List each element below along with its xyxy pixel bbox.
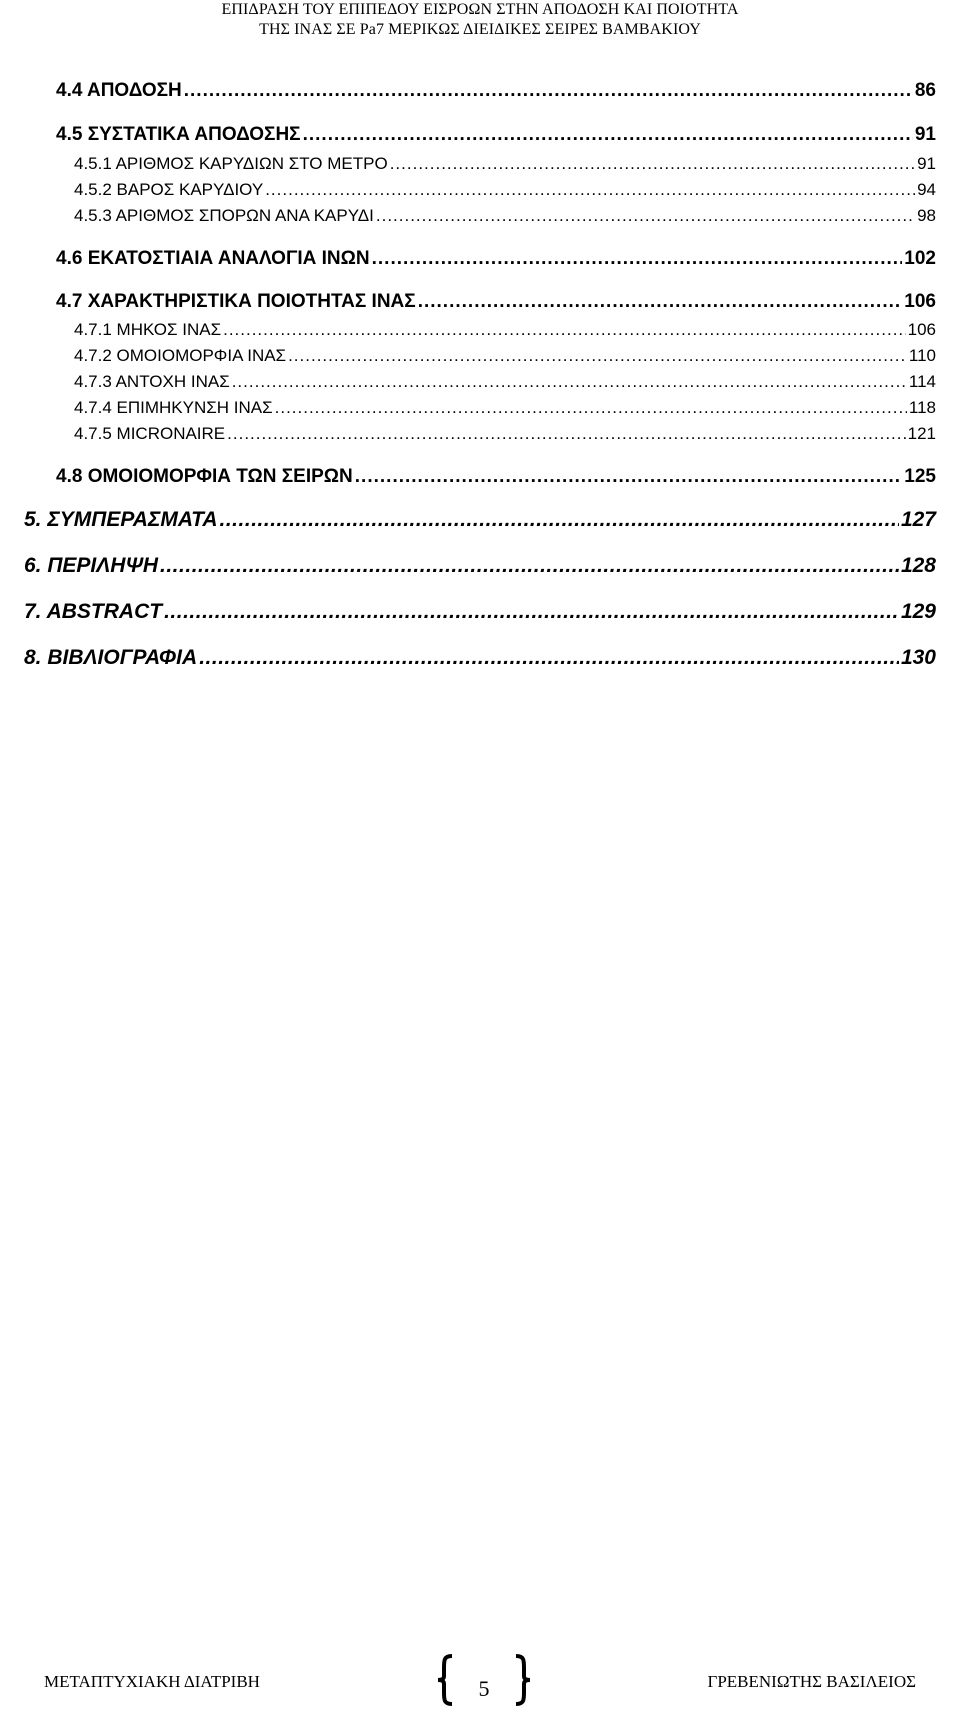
toc-entry-label: 4.6 ΕΚΑΤΟΣΤΙΑΙΑ ΑΝΑΛΟΓΙΑ ΙΝΩΝ [56, 248, 370, 269]
toc-dot-leader [418, 291, 903, 313]
toc-entry-label: 6. ΠΕΡΙΛΗΨΗ [24, 554, 159, 577]
toc-entry-label: 4.7.3 ΑΝΤΟΧΗ ΙΝΑΣ [74, 372, 230, 391]
footer-page-number: 5 [478, 1676, 490, 1701]
toc-entry[interactable] [74, 154, 936, 174]
toc-entry[interactable] [24, 646, 936, 670]
toc-entry[interactable] [74, 346, 936, 366]
toc-entry[interactable] [74, 424, 936, 444]
toc-entry-page: 129 [900, 600, 936, 623]
toc-entry-page: 125 [904, 466, 936, 487]
toc-entry-page: 94 [917, 180, 936, 199]
toc-entry[interactable] [56, 466, 936, 488]
toc-entry-page: 110 [908, 346, 936, 365]
toc-dot-leader [184, 80, 913, 102]
toc-entry-page: 118 [908, 398, 936, 417]
toc-entry-label: 4.5 ΣΥΣΤΑΤΙΚΑ ΑΠΟΔΟΣΗΣ [56, 124, 301, 145]
right-brace-icon [512, 1654, 532, 1706]
toc-entry-page: 128 [900, 554, 936, 577]
footer-thesis-label: ΜΕΤΑΠΤΥΧΙΑΚΗ ΔΙΑΤΡΙΒΗ [44, 1672, 260, 1691]
toc-entry-page: 86 [914, 80, 936, 101]
toc-dot-leader [275, 398, 907, 418]
toc-dot-leader [372, 248, 903, 270]
toc-entry-label: 4.5.2 ΒΑΡΟΣ ΚΑΡΥΔΙΟΥ [74, 180, 264, 199]
toc-dot-leader [376, 206, 915, 226]
running-header [0, 0, 960, 40]
toc-entry-page: 102 [904, 248, 936, 269]
toc-entry-page: 98 [917, 206, 936, 225]
left-brace-icon [436, 1654, 456, 1706]
toc-dot-leader [288, 346, 907, 366]
toc-entry-label: 4.7.2 ΟΜΟΙΟΜΟΡΦΙΑ ΙΝΑΣ [74, 346, 287, 365]
toc-entry-label: 7. ABSTRACT [24, 600, 163, 623]
toc-entry[interactable] [24, 508, 936, 532]
toc-dot-leader [164, 600, 899, 624]
toc-dot-leader [160, 554, 899, 578]
toc-entry[interactable] [24, 554, 936, 578]
toc-entry-page: 130 [900, 646, 936, 669]
toc-entry[interactable] [56, 124, 936, 146]
toc-entry-label: 4.5.3 ΑΡΙΘΜΟΣ ΣΠΟΡΩΝ ΑΝΑ ΚΑΡΥΔΙ [74, 206, 374, 225]
footer-author-name: ΓΡΕΒΕΝΙΩΤΗΣ ΒΑΣΙΛΕΙΟΣ [707, 1672, 916, 1691]
toc-dot-leader [390, 154, 915, 174]
toc-entry-label: 4.4 ΑΠΟΔΟΣΗ [56, 80, 182, 101]
toc-entry-label: 4.5.1 ΑΡΙΘΜΟΣ ΚΑΡΥΔΙΩΝ ΣΤΟ ΜΕΤΡΟ [74, 154, 388, 173]
toc-dot-leader [232, 372, 907, 392]
toc-entry-page: 114 [908, 372, 936, 391]
toc-entry-page: 121 [907, 424, 936, 443]
toc-entry[interactable] [24, 600, 936, 624]
toc-entry[interactable] [74, 372, 936, 392]
toc-entry-page: 91 [914, 124, 936, 145]
toc-entry[interactable] [56, 248, 936, 270]
toc-dot-leader [303, 124, 913, 146]
toc-dot-leader [223, 320, 906, 340]
page-footer [0, 1650, 960, 1710]
toc-entry[interactable] [56, 291, 936, 313]
toc-entry[interactable] [56, 80, 936, 102]
toc-entry-label: 4.8 ΟΜΟΙΟΜΟΡΦΙΑ ΤΩΝ ΣΕΙΡΩΝ [56, 466, 353, 487]
toc-entry-page: 91 [917, 154, 936, 173]
toc-entry[interactable] [74, 398, 936, 418]
toc-entry-label: 5. ΣΥΜΠΕΡΑΣΜΑΤΑ [24, 508, 218, 531]
toc-entry-label: 4.7.1 ΜΗΚΟΣ ΙΝΑΣ [74, 320, 222, 339]
toc-entry-page: 106 [907, 320, 936, 339]
toc-dot-leader [227, 424, 905, 444]
header-line-2: ΤΗΣ ΙΝΑΣ ΣΕ Pa7 ΜΕΡΙΚΩΣ ΔΙΕΙΔΙΚΕΣ ΣΕΙΡΕΣ ΒΑΜΒΑΚΙΟΥ [259, 21, 701, 38]
toc-entry-label: 4.7.4 ΕΠΙΜΗΚΥΝΣΗ ΙΝΑΣ [74, 398, 273, 417]
toc-entry[interactable] [74, 320, 936, 340]
header-line-1: ΕΠΙΔΡΑΣΗ ΤΟΥ ΕΠΙΠΕΔΟΥ ΕΙΣΡΟΩΝ ΣΤΗΝ ΑΠΟΔΟΣΗ ΚΑΙ ΠΟΙΟΤΗΤΑ [221, 1, 739, 18]
toc-entry-label: 8. ΒΙΒΛΙΟΓΡΑΦΙΑ [24, 646, 198, 669]
toc-entry-page: 127 [900, 508, 936, 531]
toc-entry[interactable] [74, 180, 936, 200]
toc-entry[interactable] [74, 206, 936, 226]
toc-entry-label: 4.7.5 MICRONAIRE [74, 424, 226, 443]
toc-dot-leader [355, 466, 903, 488]
toc-dot-leader [265, 180, 915, 200]
toc-entry-label: 4.7 ΧΑΡΑΚΤΗΡΙΣΤΙΚΑ ΠΟΙΟΤΗΤΑΣ ΙΝΑΣ [56, 291, 416, 312]
toc-entry-page: 106 [904, 291, 936, 312]
toc-dot-leader [220, 508, 899, 532]
toc-dot-leader [199, 646, 899, 670]
